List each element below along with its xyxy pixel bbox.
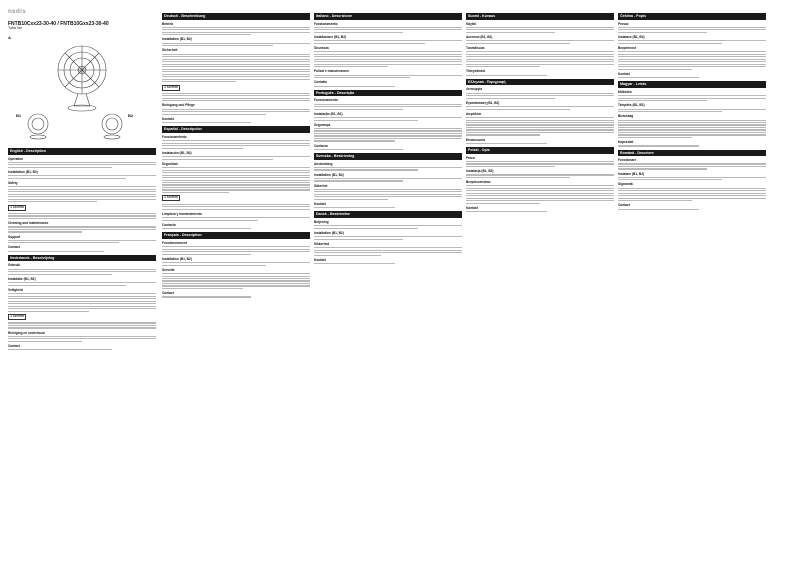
product-figure <box>8 36 156 144</box>
warning-label: ⚠ CAUTION <box>164 85 178 89</box>
subheading: Betjening <box>314 219 329 224</box>
subheading: Bezpieczeństwo <box>466 180 491 184</box>
subheading: Instalace (B1, B2) <box>618 34 645 39</box>
section-banner: Español - Descripción <box>162 126 310 133</box>
section-banner: Polski - Opis <box>466 147 614 154</box>
subheading: Contacto <box>314 143 328 148</box>
subheading: Praca <box>466 155 475 160</box>
section-banner: Português - Descrição <box>314 90 462 97</box>
section-banner: Nederlands - Beschrijving <box>8 255 156 262</box>
subheading: Contact <box>618 203 630 208</box>
section-nl <box>8 255 156 350</box>
subheading: Contact <box>8 245 20 250</box>
subheading: Provoz <box>618 21 629 26</box>
fan-illustration <box>8 36 156 144</box>
subheading: Yhteystiedot <box>466 69 486 74</box>
section-en <box>8 148 156 252</box>
subheading: Installation (B1, B2) <box>314 230 344 235</box>
section-hu <box>618 81 766 146</box>
section-sv <box>314 153 462 208</box>
subheading: Installation (B1, B2) <box>8 169 38 174</box>
section-fi <box>466 13 614 76</box>
subheading: Kontakt <box>162 116 174 121</box>
column-3 <box>314 10 462 266</box>
section-banner: English - Description <box>8 148 156 155</box>
subheading: Installazione (B1, B2) <box>314 34 347 39</box>
warning-label: ⚠ CAUTION <box>164 196 178 200</box>
subheading: Käyttö <box>466 21 476 26</box>
figure-label-b2: B2 <box>128 113 134 118</box>
brand-logo: nedis <box>8 9 27 15</box>
subheading: Cleaning and maintenance <box>8 221 49 226</box>
subheading: Gebruik <box>8 263 21 268</box>
column-1 <box>8 10 156 352</box>
section-pl <box>466 147 614 212</box>
subheading: Veiligheid <box>8 287 23 292</box>
subheading: Λειτουργία <box>466 87 483 92</box>
section-pt <box>314 90 462 150</box>
column-2 <box>162 10 310 299</box>
warning-label: ⚠ CAUTION <box>10 315 24 319</box>
model-number: FNTB10Cxx23-30-40 / FNTB10Gxx23-30-40 <box>8 21 109 27</box>
subheading: Fonctionnement <box>162 240 187 245</box>
subheading: Installation (B1, B2) <box>314 172 344 177</box>
subheading: Εγκατάσταση (B1, B2) <box>466 100 500 105</box>
subheading: Asennus (B1, B2) <box>466 34 493 39</box>
subheading: Sécurité <box>162 267 175 272</box>
subheading: Kontakt <box>466 205 478 210</box>
subheading: Instalacja (B1, B2) <box>466 169 494 174</box>
section-es <box>162 126 310 229</box>
section-banner: Magyar - Leírás <box>618 81 766 88</box>
subheading: Kontakt <box>314 201 326 206</box>
subheading: Funcionamiento <box>162 134 187 139</box>
subheading: Contact <box>8 343 20 348</box>
subheading: Instalación (B1, B2) <box>162 150 192 155</box>
section-de <box>162 13 310 123</box>
subheading: Siguranță <box>618 182 633 187</box>
subheading: Contatto <box>314 80 328 85</box>
subheading: Működés <box>618 89 632 94</box>
section-banner: Ελληνικά - Περιγραφή <box>466 79 614 86</box>
section-banner: Suomi - Kuvaus <box>466 13 614 20</box>
subheading: Installation (B1, B2) <box>162 256 192 261</box>
subheading: Telepítés (B1, B2) <box>618 103 645 108</box>
subheading: Επικοινωνία <box>466 137 486 142</box>
subheading: Sikkerhed <box>314 241 330 246</box>
section-ro <box>618 150 766 210</box>
subheading: Instalare (B1, B2) <box>618 171 645 176</box>
section-da <box>314 211 462 264</box>
subheading: Sicurezza <box>314 45 329 50</box>
subheading: Limpieza y mantenimiento <box>162 211 202 216</box>
figure-label-a: A <box>8 35 11 40</box>
section-banner: Italiano - Descrizione <box>314 13 462 20</box>
subheading: Sicherheit <box>162 48 178 53</box>
section-it <box>314 13 462 87</box>
product-subtitle: Table fan <box>8 26 23 30</box>
subheading: Reiniging en onderhoud <box>8 330 45 335</box>
subheading: Kapcsolat <box>618 140 634 145</box>
subheading: Seguridad <box>162 161 178 166</box>
section-banner: Français - Description <box>162 232 310 239</box>
section-el <box>466 79 614 144</box>
section-banner: Čeština - Popis <box>618 13 766 20</box>
subheading: Kontakt <box>618 71 630 76</box>
subheading: Betrieb <box>162 21 173 26</box>
section-banner: Deutsch - Beschreibung <box>162 13 310 20</box>
subheading: Installatie (B1, B2) <box>8 276 36 281</box>
subheading: Contact <box>162 291 174 296</box>
subheading: Pulizia e manutenzione <box>314 69 350 74</box>
subheading: Operation <box>8 156 24 161</box>
subheading: Segurança <box>314 122 331 127</box>
section-cs <box>618 13 766 78</box>
subheading: Funcționare <box>618 158 637 163</box>
subheading: Biztonság <box>618 114 634 119</box>
column-5 <box>618 10 766 211</box>
column-4 <box>466 10 614 214</box>
subheading: Funzionamento <box>314 21 338 26</box>
subheading: Funcionamento <box>314 98 338 103</box>
subheading: Turvallisuus <box>466 45 485 50</box>
subheading: Kontakt <box>314 257 326 262</box>
figure-label-b1: B1 <box>16 113 22 118</box>
section-banner: Svenska - Beskrivning <box>314 153 462 160</box>
subheading: Installation (B1, B2) <box>162 37 192 42</box>
section-fr <box>162 232 310 297</box>
subheading: Instalação (B1, B2) <box>314 111 343 116</box>
subheading: Contacto <box>162 222 176 227</box>
subheading: Bezpečnost <box>618 45 636 50</box>
subheading: Användning <box>314 161 333 166</box>
subheading: Safety <box>8 180 18 185</box>
section-banner: Română - Descriere <box>618 150 766 157</box>
section-banner: Dansk - Beskrivelse <box>314 211 462 218</box>
subheading: Support <box>8 234 21 239</box>
subheading: Ασφάλεια <box>466 111 481 116</box>
subheading: Reinigung und Pflege <box>162 103 195 108</box>
subheading: Säkerhet <box>314 183 328 188</box>
warning-label: ⚠ CAUTION <box>10 205 24 209</box>
